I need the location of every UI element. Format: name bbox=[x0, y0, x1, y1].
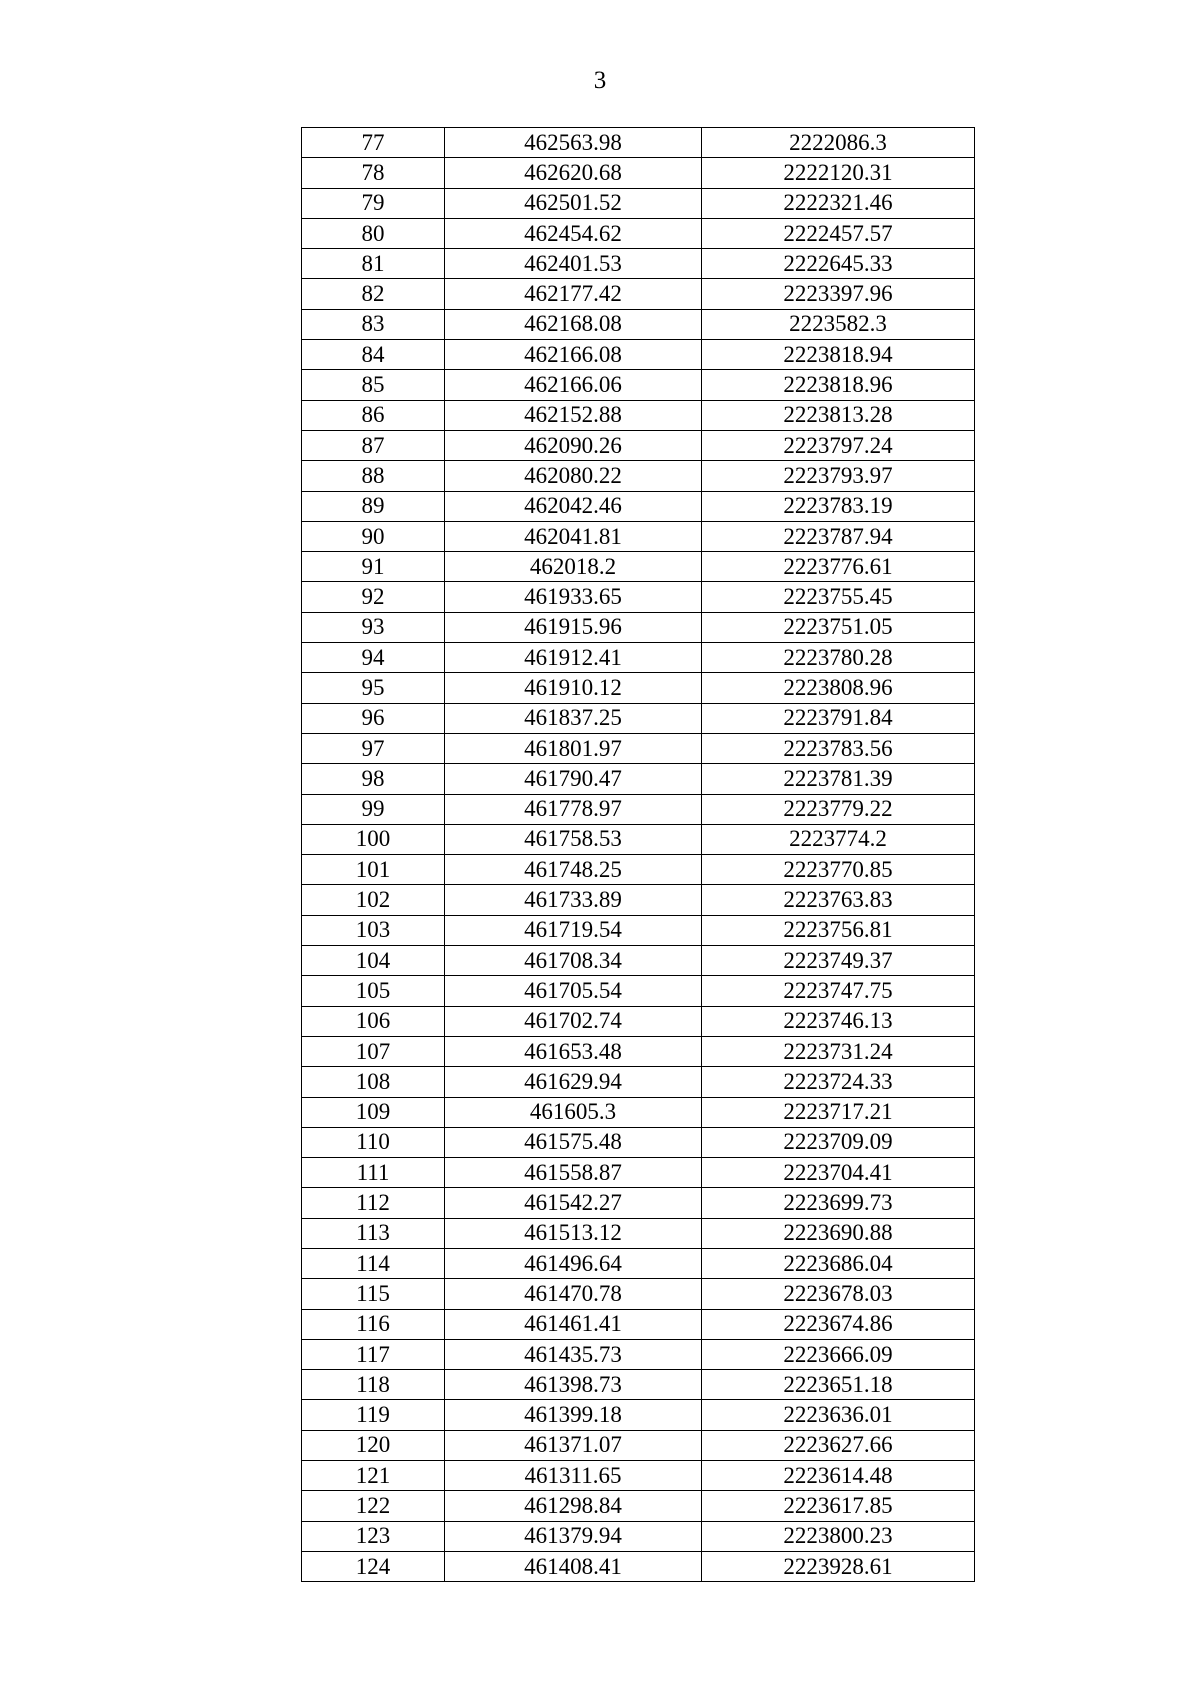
table-row bbox=[302, 249, 975, 279]
x-coordinate-cell: 462042.46 bbox=[445, 491, 702, 521]
x-coordinate-cell: 462090.26 bbox=[445, 430, 702, 460]
point-number-cell: 77 bbox=[302, 128, 445, 158]
x-coordinate-cell: 461605.3 bbox=[445, 1097, 702, 1127]
point-number-cell: 80 bbox=[302, 218, 445, 248]
x-coordinate-cell: 462401.53 bbox=[445, 249, 702, 279]
x-coordinate-cell: 462152.88 bbox=[445, 400, 702, 430]
x-coordinate-cell: 462166.06 bbox=[445, 370, 702, 400]
table-row bbox=[302, 1067, 975, 1097]
table-row bbox=[302, 461, 975, 491]
y-coordinate-cell: 2223731.24 bbox=[702, 1036, 975, 1066]
x-coordinate-cell: 461575.48 bbox=[445, 1127, 702, 1157]
x-coordinate-cell: 461461.41 bbox=[445, 1309, 702, 1339]
x-coordinate-cell: 461513.12 bbox=[445, 1218, 702, 1248]
table-row bbox=[302, 279, 975, 309]
point-number-cell: 93 bbox=[302, 612, 445, 642]
x-coordinate-cell: 462041.81 bbox=[445, 521, 702, 551]
point-number-cell: 117 bbox=[302, 1339, 445, 1369]
y-coordinate-cell: 2223709.09 bbox=[702, 1127, 975, 1157]
table-row bbox=[302, 1370, 975, 1400]
point-number-cell: 110 bbox=[302, 1127, 445, 1157]
y-coordinate-cell: 2223781.39 bbox=[702, 764, 975, 794]
y-coordinate-cell: 2223749.37 bbox=[702, 946, 975, 976]
y-coordinate-cell: 2223774.2 bbox=[702, 824, 975, 854]
table-row bbox=[302, 976, 975, 1006]
point-number-cell: 118 bbox=[302, 1370, 445, 1400]
table-row bbox=[302, 491, 975, 521]
y-coordinate-cell: 2223793.97 bbox=[702, 461, 975, 491]
point-number-cell: 87 bbox=[302, 430, 445, 460]
x-coordinate-cell: 461705.54 bbox=[445, 976, 702, 1006]
table-row bbox=[302, 794, 975, 824]
x-coordinate-cell: 461790.47 bbox=[445, 764, 702, 794]
y-coordinate-cell: 2223397.96 bbox=[702, 279, 975, 309]
point-number-cell: 123 bbox=[302, 1521, 445, 1551]
x-coordinate-cell: 461910.12 bbox=[445, 673, 702, 703]
table-row bbox=[302, 521, 975, 551]
point-number-cell: 104 bbox=[302, 946, 445, 976]
x-coordinate-cell: 461912.41 bbox=[445, 643, 702, 673]
x-coordinate-cell: 461399.18 bbox=[445, 1400, 702, 1430]
x-coordinate-cell: 461470.78 bbox=[445, 1279, 702, 1309]
point-number-cell: 111 bbox=[302, 1158, 445, 1188]
y-coordinate-cell: 2223780.28 bbox=[702, 643, 975, 673]
table-row bbox=[302, 582, 975, 612]
y-coordinate-cell: 2223813.28 bbox=[702, 400, 975, 430]
y-coordinate-cell: 2223746.13 bbox=[702, 1006, 975, 1036]
table-row bbox=[302, 1218, 975, 1248]
point-number-cell: 119 bbox=[302, 1400, 445, 1430]
y-coordinate-cell: 2223614.48 bbox=[702, 1461, 975, 1491]
x-coordinate-cell: 462177.42 bbox=[445, 279, 702, 309]
point-number-cell: 102 bbox=[302, 885, 445, 915]
x-coordinate-cell: 461435.73 bbox=[445, 1339, 702, 1369]
point-number-cell: 108 bbox=[302, 1067, 445, 1097]
point-number-cell: 83 bbox=[302, 309, 445, 339]
x-coordinate-cell: 461719.54 bbox=[445, 915, 702, 945]
y-coordinate-cell: 2223751.05 bbox=[702, 612, 975, 642]
x-coordinate-cell: 461371.07 bbox=[445, 1430, 702, 1460]
point-number-cell: 79 bbox=[302, 188, 445, 218]
y-coordinate-cell: 2223636.01 bbox=[702, 1400, 975, 1430]
x-coordinate-cell: 461298.84 bbox=[445, 1491, 702, 1521]
point-number-cell: 103 bbox=[302, 915, 445, 945]
x-coordinate-cell: 461837.25 bbox=[445, 703, 702, 733]
y-coordinate-cell: 2223747.75 bbox=[702, 976, 975, 1006]
table-row bbox=[302, 218, 975, 248]
y-coordinate-cell: 2222457.57 bbox=[702, 218, 975, 248]
point-number-cell: 98 bbox=[302, 764, 445, 794]
point-number-cell: 113 bbox=[302, 1218, 445, 1248]
table-row bbox=[302, 1551, 975, 1581]
table-row bbox=[302, 885, 975, 915]
point-number-cell: 114 bbox=[302, 1248, 445, 1278]
x-coordinate-cell: 461778.97 bbox=[445, 794, 702, 824]
y-coordinate-cell: 2223763.83 bbox=[702, 885, 975, 915]
y-coordinate-cell: 2223756.81 bbox=[702, 915, 975, 945]
y-coordinate-cell: 2223717.21 bbox=[702, 1097, 975, 1127]
point-number-cell: 115 bbox=[302, 1279, 445, 1309]
x-coordinate-cell: 461408.41 bbox=[445, 1551, 702, 1581]
table-row bbox=[302, 1006, 975, 1036]
x-coordinate-cell: 461702.74 bbox=[445, 1006, 702, 1036]
point-number-cell: 107 bbox=[302, 1036, 445, 1066]
y-coordinate-cell: 2223666.09 bbox=[702, 1339, 975, 1369]
x-coordinate-cell: 461733.89 bbox=[445, 885, 702, 915]
table-row bbox=[302, 1400, 975, 1430]
y-coordinate-cell: 2223699.73 bbox=[702, 1188, 975, 1218]
point-number-cell: 116 bbox=[302, 1309, 445, 1339]
point-number-cell: 124 bbox=[302, 1551, 445, 1581]
point-number-cell: 100 bbox=[302, 824, 445, 854]
y-coordinate-cell: 2222321.46 bbox=[702, 188, 975, 218]
x-coordinate-cell: 462454.62 bbox=[445, 218, 702, 248]
table-row bbox=[302, 1279, 975, 1309]
table-row bbox=[302, 400, 975, 430]
y-coordinate-cell: 2223755.45 bbox=[702, 582, 975, 612]
table-row bbox=[302, 340, 975, 370]
x-coordinate-cell: 461311.65 bbox=[445, 1461, 702, 1491]
table-row bbox=[302, 158, 975, 188]
table-row bbox=[302, 370, 975, 400]
point-number-cell: 89 bbox=[302, 491, 445, 521]
y-coordinate-cell: 2223797.24 bbox=[702, 430, 975, 460]
y-coordinate-cell: 2223818.96 bbox=[702, 370, 975, 400]
table-row bbox=[302, 824, 975, 854]
table-row bbox=[302, 1097, 975, 1127]
point-number-cell: 88 bbox=[302, 461, 445, 491]
point-number-cell: 84 bbox=[302, 340, 445, 370]
table-row bbox=[302, 552, 975, 582]
y-coordinate-cell: 2223627.66 bbox=[702, 1430, 975, 1460]
x-coordinate-cell: 461748.25 bbox=[445, 855, 702, 885]
table-row bbox=[302, 673, 975, 703]
table-row bbox=[302, 643, 975, 673]
point-number-cell: 96 bbox=[302, 703, 445, 733]
point-number-cell: 95 bbox=[302, 673, 445, 703]
point-number-cell: 112 bbox=[302, 1188, 445, 1218]
table-row bbox=[302, 128, 975, 158]
table-row bbox=[302, 612, 975, 642]
y-coordinate-cell: 2223928.61 bbox=[702, 1551, 975, 1581]
point-number-cell: 122 bbox=[302, 1491, 445, 1521]
y-coordinate-cell: 2222120.31 bbox=[702, 158, 975, 188]
x-coordinate-cell: 461542.27 bbox=[445, 1188, 702, 1218]
x-coordinate-cell: 461801.97 bbox=[445, 733, 702, 763]
point-number-cell: 109 bbox=[302, 1097, 445, 1127]
y-coordinate-cell: 2223724.33 bbox=[702, 1067, 975, 1097]
table-row bbox=[302, 733, 975, 763]
coordinates-table-body bbox=[302, 128, 975, 1582]
x-coordinate-cell: 462018.2 bbox=[445, 552, 702, 582]
y-coordinate-cell: 2223791.84 bbox=[702, 703, 975, 733]
table-row bbox=[302, 1521, 975, 1551]
table-row bbox=[302, 1158, 975, 1188]
y-coordinate-cell: 2223770.85 bbox=[702, 855, 975, 885]
table-row bbox=[302, 1461, 975, 1491]
point-number-cell: 78 bbox=[302, 158, 445, 188]
y-coordinate-cell: 2223678.03 bbox=[702, 1279, 975, 1309]
table-row bbox=[302, 430, 975, 460]
point-number-cell: 97 bbox=[302, 733, 445, 763]
point-number-cell: 92 bbox=[302, 582, 445, 612]
table-row bbox=[302, 1430, 975, 1460]
table-row bbox=[302, 915, 975, 945]
y-coordinate-cell: 2223808.96 bbox=[702, 673, 975, 703]
table-row bbox=[302, 855, 975, 885]
x-coordinate-cell: 461496.64 bbox=[445, 1248, 702, 1278]
x-coordinate-cell: 461758.53 bbox=[445, 824, 702, 854]
point-number-cell: 94 bbox=[302, 643, 445, 673]
x-coordinate-cell: 462563.98 bbox=[445, 128, 702, 158]
point-number-cell: 85 bbox=[302, 370, 445, 400]
x-coordinate-cell: 461629.94 bbox=[445, 1067, 702, 1097]
point-number-cell: 90 bbox=[302, 521, 445, 551]
table-row bbox=[302, 1309, 975, 1339]
point-number-cell: 101 bbox=[302, 855, 445, 885]
point-number-cell: 82 bbox=[302, 279, 445, 309]
x-coordinate-cell: 461558.87 bbox=[445, 1158, 702, 1188]
y-coordinate-cell: 2222086.3 bbox=[702, 128, 975, 158]
table-row bbox=[302, 309, 975, 339]
y-coordinate-cell: 2223704.41 bbox=[702, 1158, 975, 1188]
y-coordinate-cell: 2223651.18 bbox=[702, 1370, 975, 1400]
point-number-cell: 120 bbox=[302, 1430, 445, 1460]
y-coordinate-cell: 2223690.88 bbox=[702, 1218, 975, 1248]
x-coordinate-cell: 461398.73 bbox=[445, 1370, 702, 1400]
x-coordinate-cell: 462168.08 bbox=[445, 309, 702, 339]
y-coordinate-cell: 2223617.85 bbox=[702, 1491, 975, 1521]
y-coordinate-cell: 2223779.22 bbox=[702, 794, 975, 824]
x-coordinate-cell: 461933.65 bbox=[445, 582, 702, 612]
y-coordinate-cell: 2223783.19 bbox=[702, 491, 975, 521]
table-row bbox=[302, 1248, 975, 1278]
table-row bbox=[302, 1188, 975, 1218]
x-coordinate-cell: 461653.48 bbox=[445, 1036, 702, 1066]
table-row bbox=[302, 703, 975, 733]
table-row bbox=[302, 946, 975, 976]
point-number-cell: 91 bbox=[302, 552, 445, 582]
y-coordinate-cell: 2223800.23 bbox=[702, 1521, 975, 1551]
y-coordinate-cell: 2223783.56 bbox=[702, 733, 975, 763]
x-coordinate-cell: 461379.94 bbox=[445, 1521, 702, 1551]
x-coordinate-cell: 462620.68 bbox=[445, 158, 702, 188]
point-number-cell: 99 bbox=[302, 794, 445, 824]
point-number-cell: 86 bbox=[302, 400, 445, 430]
y-coordinate-cell: 2223776.61 bbox=[702, 552, 975, 582]
x-coordinate-cell: 461708.34 bbox=[445, 946, 702, 976]
y-coordinate-cell: 2223818.94 bbox=[702, 340, 975, 370]
table-row bbox=[302, 764, 975, 794]
y-coordinate-cell: 2223787.94 bbox=[702, 521, 975, 551]
point-number-cell: 105 bbox=[302, 976, 445, 1006]
x-coordinate-cell: 461915.96 bbox=[445, 612, 702, 642]
x-coordinate-cell: 462166.08 bbox=[445, 340, 702, 370]
point-number-cell: 81 bbox=[302, 249, 445, 279]
table-row bbox=[302, 1339, 975, 1369]
table-row bbox=[302, 1127, 975, 1157]
y-coordinate-cell: 2223582.3 bbox=[702, 309, 975, 339]
y-coordinate-cell: 2223674.86 bbox=[702, 1309, 975, 1339]
y-coordinate-cell: 2222645.33 bbox=[702, 249, 975, 279]
point-number-cell: 106 bbox=[302, 1006, 445, 1036]
point-number-cell: 121 bbox=[302, 1461, 445, 1491]
table-row bbox=[302, 1491, 975, 1521]
table-row bbox=[302, 188, 975, 218]
coordinates-table bbox=[301, 127, 975, 1582]
table-row bbox=[302, 1036, 975, 1066]
page-number: 3 bbox=[593, 67, 607, 94]
y-coordinate-cell: 2223686.04 bbox=[702, 1248, 975, 1278]
x-coordinate-cell: 462080.22 bbox=[445, 461, 702, 491]
x-coordinate-cell: 462501.52 bbox=[445, 188, 702, 218]
